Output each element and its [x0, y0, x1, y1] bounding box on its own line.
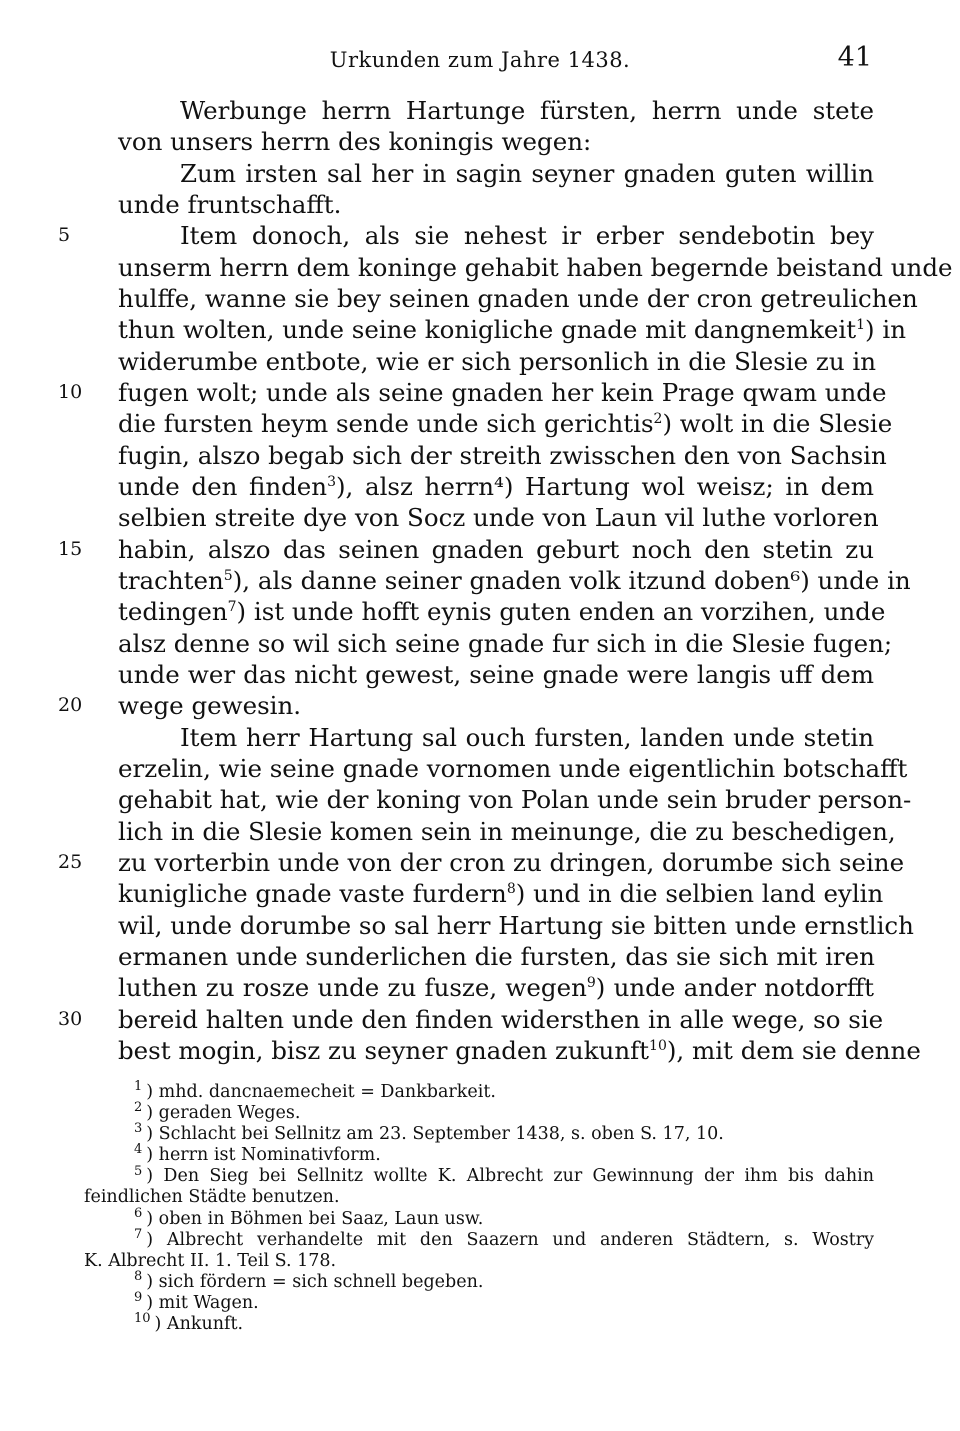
footnote-text: ) mit Wagen. [146, 1292, 259, 1313]
line-text: gehabit hat, wie der koning von Polan unde sein bruder person- [118, 785, 912, 815]
text-line [118, 565, 911, 596]
text-line [118, 722, 874, 753]
footnote [84, 1100, 874, 1124]
text-line [118, 314, 907, 345]
footnote-text: ) Albrecht verhandelte mit den Saazern und anderen Städtern, s. Wostry [146, 1229, 874, 1250]
line-text-continued: ) und in die selbien land eylin [515, 879, 884, 909]
text-line [118, 628, 893, 659]
footnote [84, 1142, 874, 1166]
text-line [118, 816, 896, 847]
body-text [58, 95, 953, 1066]
text-line [118, 126, 874, 157]
footnote-mark: 3 [134, 1121, 143, 1137]
line-number: 30 [58, 1007, 83, 1030]
footnotes [84, 1079, 874, 1335]
footnote [84, 1121, 874, 1145]
line-text: erzelin, wie seine gnade vornomen unde eigentlichin botschafft [118, 753, 908, 783]
line-text-continued: ) ist unde hofft eynis guten enden an vorzihen, unde [236, 597, 886, 627]
line-text: zu vorterbin unde von der cron zu dringen, dorumbe sich seine [118, 847, 905, 877]
text-line [118, 158, 874, 189]
line-text: die fursten heym sende unde sich gerichtis [118, 409, 654, 439]
footnote [84, 1163, 874, 1187]
text-line [118, 784, 912, 815]
footnote-mark: 9 [134, 1290, 143, 1306]
line-text: kunigliche gnade vaste furdern [118, 879, 507, 909]
line-text: tedingen [118, 597, 228, 627]
line-text: widerumbe entbote, wie er sich personlich in die Slesie zu in [118, 346, 877, 376]
text-line [118, 471, 874, 502]
text-line [118, 440, 887, 471]
text-line [118, 596, 886, 627]
text-line [58, 1004, 884, 1035]
text-line [118, 95, 874, 126]
footnote [84, 1079, 874, 1103]
line-text-continued: ) wolt in die Slesie [662, 409, 893, 439]
text-line [118, 189, 874, 220]
text-line [58, 847, 905, 878]
text-line [118, 910, 914, 941]
footnote [84, 1269, 874, 1293]
text-line [118, 346, 877, 377]
line-text: thun wolten, unde seine konigliche gnade mit dangnemkeit [118, 315, 857, 345]
line-text: wil, unde dorumbe so sal herr Hartung sie bitten unde ernstlich [118, 910, 914, 940]
text-line [118, 659, 874, 690]
line-text: von unsers herrn des koningis wegen: [118, 127, 592, 157]
line-text-continued: ), alsz herrn⁴) Hartung wol weisz; in dem [336, 471, 875, 501]
footnote-text: ) sich fördern = sich schnell begeben. [146, 1271, 484, 1292]
line-text: Item herr Hartung sal ouch fursten, landen unde stetin [180, 722, 874, 752]
line-number: 20 [58, 694, 83, 717]
footnote-text: ) geraden Weges. [146, 1103, 301, 1124]
footnote-mark: 7 [134, 1226, 143, 1242]
line-text-continued: ), mit dem sie denne [666, 1035, 921, 1065]
footnote [84, 1311, 874, 1335]
line-text: habin, alszo das seinen gnaden geburt noch den stetin zu [118, 534, 874, 564]
line-number: 25 [58, 850, 83, 873]
footnote-mark: 1 [134, 1079, 143, 1095]
footnote [84, 1251, 874, 1272]
text-line [118, 941, 874, 972]
footnote-mark: 8 [134, 1269, 143, 1285]
text-line [118, 283, 918, 314]
line-text: unde fruntschafft. [118, 189, 342, 219]
footnote [84, 1187, 874, 1208]
text-line [58, 534, 874, 565]
footnote-mark: 5 [134, 1163, 143, 1179]
page-number: 41 [837, 42, 872, 73]
line-number: 10 [58, 380, 83, 403]
line-text: hulffe, wanne sie bey seinen gnaden unde der cron getreulichen [118, 283, 918, 313]
footnote-reference: 2 [653, 411, 663, 428]
text-line [118, 1035, 921, 1066]
footnote-text: ) herrn ist Nominativform. [146, 1145, 381, 1166]
footnote-reference: 10 [649, 1037, 667, 1054]
line-text: luthen zu rosze unde zu fusze, wegen [118, 973, 587, 1003]
line-number: 15 [58, 537, 83, 560]
running-title: Urkunden zum Jahre 1438. [329, 48, 631, 72]
footnote-mark: 10 [134, 1311, 151, 1327]
footnote-reference: 7 [227, 599, 237, 616]
text-line [118, 753, 908, 784]
footnote-reference: 3 [327, 473, 336, 490]
line-number: 5 [58, 224, 71, 247]
line-text: wege gewesin. [118, 691, 302, 721]
footnote-text: feindlichen Städte benutzen. [84, 1187, 340, 1208]
line-text: lich in die Slesie komen sein in meinunge, die zu beschedigen, [118, 816, 896, 846]
footnote [84, 1226, 874, 1251]
footnote-reference: 9 [586, 975, 596, 992]
line-text: bereid halten unde den finden widersthen in alle wege, so sie [118, 1004, 884, 1034]
footnote-reference: 8 [506, 881, 516, 898]
footnote [84, 1205, 874, 1230]
line-text-continued: ) unde ander notdorfft [595, 973, 874, 1003]
page-header [0, 40, 960, 80]
footnote-reference: 1 [856, 317, 866, 334]
footnote-text: K. Albrecht II. 1. Teil S. 178. [84, 1250, 337, 1271]
line-text: fugen wolt; unde als seine gnaden her kein Prage qwam unde [118, 377, 887, 407]
text-line [58, 690, 874, 721]
footnote-mark: 4 [134, 1142, 143, 1158]
line-text-continued: ) in [865, 315, 907, 345]
line-text: unde den finden [118, 471, 328, 501]
text-line [118, 502, 879, 533]
footnote-mark: 6 [134, 1205, 143, 1221]
line-text: best mogin, bisz zu seyner gnaden zukunft [118, 1035, 650, 1065]
line-text: alsz denne so wil sich seine gnade fur sich in die Slesie fugen; [118, 628, 893, 658]
footnote-text: ) Schlacht bei Sellnitz am 23. September 1438, s. oben S. 17, 10. [146, 1124, 724, 1145]
line-text: unserm herrn dem koninge gehabit haben begernde beistand unde [118, 252, 953, 282]
text-line [118, 878, 884, 909]
line-text: selbien streite dye von Socz unde von Laun vil luthe vorloren [118, 503, 879, 533]
footnote-text: ) Ankunft. [154, 1314, 244, 1335]
footnote-text: ) oben in Böhmen bei Saaz, Laun usw. [146, 1208, 484, 1229]
text-line [58, 377, 887, 408]
line-text: ermanen unde sunderlichen die fursten, das sie sich mit iren [118, 941, 875, 971]
line-text-continued: ), als danne seiner gnaden volk itzund doben⁶) unde in [232, 565, 911, 595]
footnote-text: ) Den Sieg bei Sellnitz wollte K. Albrecht zur Gewinnung der ihm bis dahin [146, 1166, 874, 1187]
text-line [118, 972, 874, 1003]
footnote-text: ) mhd. dancnaemecheit = Dankbarkeit. [146, 1082, 496, 1102]
text-line [58, 220, 874, 251]
line-text: unde wer das nicht gewest, seine gnade were langis uff dem [118, 659, 874, 689]
line-text: trachten [118, 565, 224, 595]
footnote-mark: 2 [134, 1100, 143, 1116]
text-line [118, 408, 893, 439]
line-text: Item donoch, als sie nehest ir erber sendebotin bey [180, 221, 874, 251]
line-text: Werbunge herrn Hartunge fürsten, herrn unde stete [180, 96, 874, 125]
text-line [118, 252, 953, 283]
line-text: fugin, alszo begab sich der streith zwisschen den von Sachsin [118, 440, 887, 470]
line-text: Zum irsten sal her in sagin seyner gnaden guten willin [180, 158, 874, 188]
footnote-reference: 5 [223, 567, 233, 584]
footnote [84, 1290, 874, 1314]
